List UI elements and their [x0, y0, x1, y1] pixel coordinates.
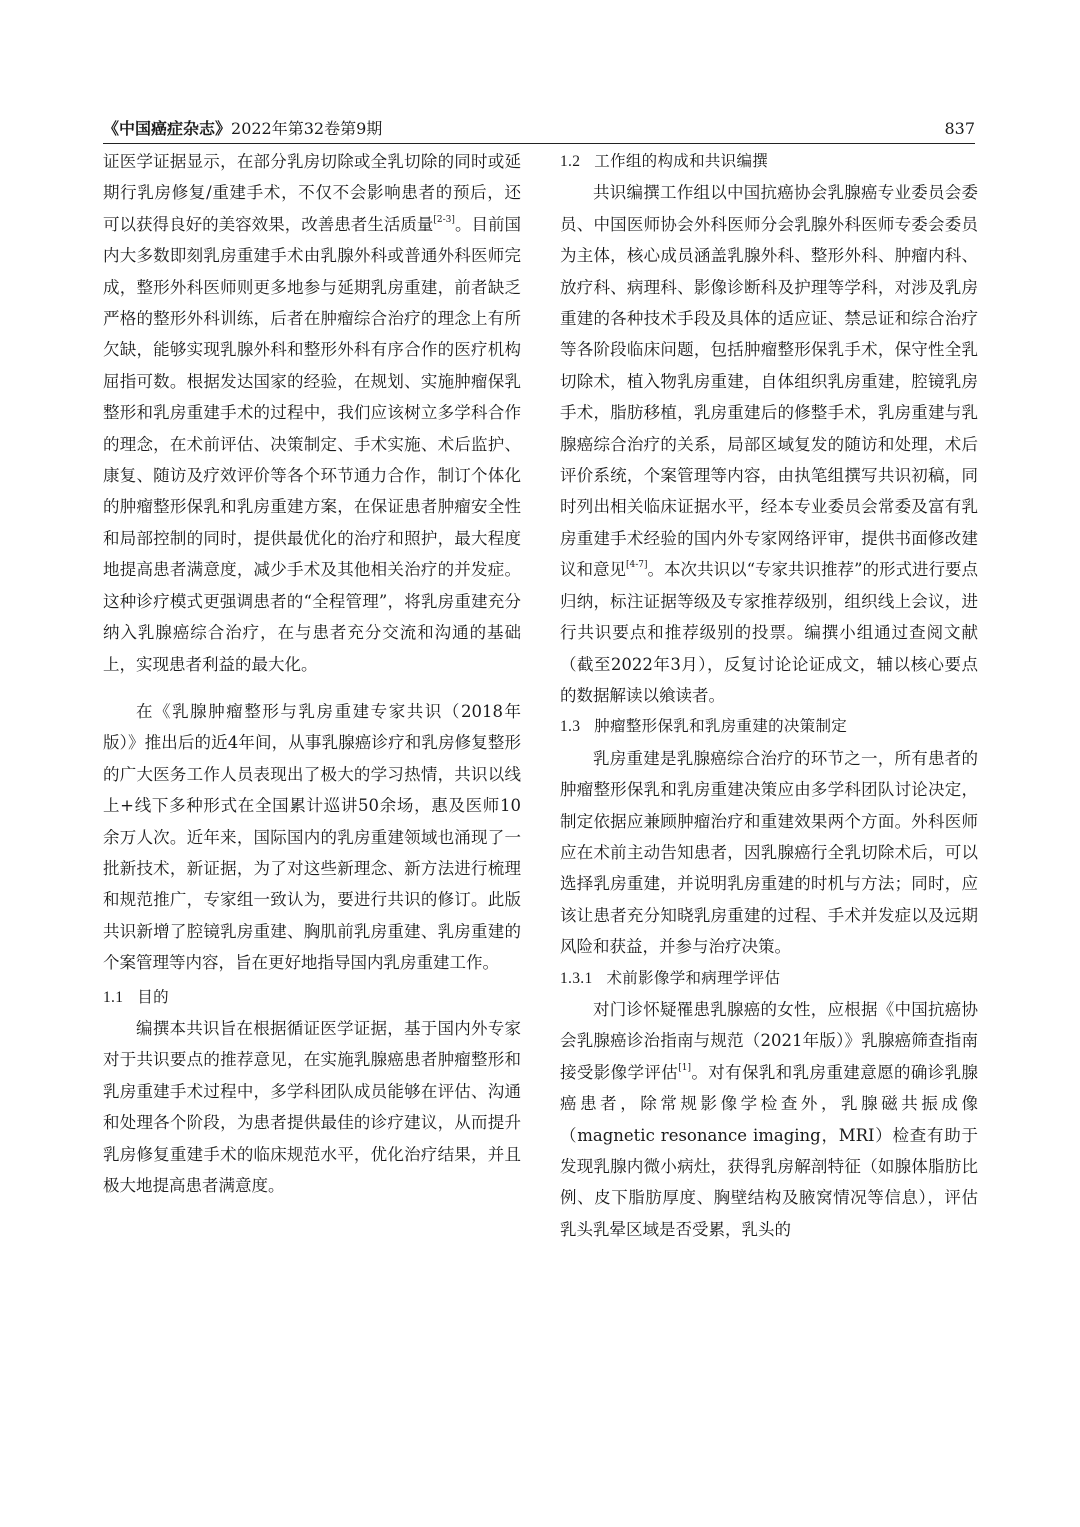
journal-issue: 2022年第32卷第9期	[231, 119, 383, 138]
citation-ref: [4-7]	[626, 560, 648, 571]
citation-ref: [1]	[678, 1062, 691, 1073]
section-title: 工作组的构成和共识编撰	[594, 152, 769, 170]
paragraph: 编撰本共识旨在根据循证医学证据，基于国内外专家对于共识要点的推荐意见，在实施乳腺癌患者肿瘤整形和乳房重建手术过程中，多学科团队成员能够在评估、沟通和处理各个阶段，为患者提供最佳的诊疗建议，从而提升乳房修复重建手术的临床规范水平，优化治疗结果，并且极大地提高患者满意度。	[103, 1018, 521, 1195]
citation-ref: [2-3]	[433, 214, 455, 225]
paragraph-text: 对门诊怀疑罹患乳腺癌的女性，应根据《中国抗癌协会乳腺癌诊治指南与规范（2021年版）》乳腺癌筛查指南接受影像学评估	[560, 999, 978, 1082]
section-heading-1-3-1	[560, 963, 978, 994]
paragraph-text: 。对有保乳和乳房重建意愿的确诊乳腺癌患者，除常规影像学检查外，乳腺磁共振成像（magnetic resonance imaging，MRI）检查有助于发现乳腺内微小病灶，获得乳房解剖特征（如腺体脂肪比例、皮下脂肪厚度、胸壁结构及腋窝情况等信息），评估乳头乳晕区域是否受累，乳头的	[560, 1062, 979, 1239]
header-rule	[103, 143, 975, 144]
paragraph-text: 。本次共识以“专家共识推荐”的形式进行要点归纳，标注证据等级及专家推荐级别，组织线上会议，进行共识要点和推荐级别的投票。编撰小组通过查阅文献（截至2022年3月），反复讨论论证成文，辅以核心要点的数据解读以飨读者。	[560, 560, 979, 705]
left-column	[103, 146, 521, 1201]
journal-name: 《中国癌症杂志》	[103, 119, 232, 138]
page-number: 837	[944, 119, 975, 138]
paragraph: 乳房重建是乳腺癌综合治疗的环节之一，所有患者的肿瘤整形保乳和乳房重建决策应由多学科团队讨论决定，制定依据应兼顾肿瘤治疗和重建效果两个方面。外科医师应在术前主动告知患者，因乳腺癌行全乳切除术后，可以选择乳房重建，并说明乳房重建的时机与方法；同时，应该让患者充分知晓乳房重建的过程、手术并发症以及远期风险和获益，并参与治疗决策。	[560, 748, 978, 957]
section-number: 1.1	[103, 988, 124, 1006]
paragraph-continuation	[103, 146, 521, 680]
paragraph	[560, 177, 978, 711]
section-title: 术前影像学和病理学评估	[606, 968, 781, 987]
journal-citation	[103, 116, 382, 142]
paragraph-text: 证医学证据显示，在部分乳房切除或全乳切除的同时或延期行乳房修复/重建手术，不仅不会影响患者的预后，还可以获得良好的美容效果，改善患者生活质量	[103, 152, 521, 234]
section-heading-1-1	[103, 982, 521, 1013]
paragraph	[560, 994, 978, 1245]
section-number: 1.3.1	[560, 969, 593, 987]
paragraph-text: 共识编撰工作组以中国抗癌协会乳腺癌专业委员会委员、中国医师协会外科医师分会乳腺外科医师专委会委员为主体，核心成员涵盖乳腺外科、整形外科、肿瘤内科、放疗科、病理科、影像诊断科及护理等学科，对涉及乳房重建的各种技术手段及具体的适应证、禁忌证和综合治疗等各阶段临床问题，包括肿瘤整形保乳手术，保守性全乳切除术，植入物乳房重建，自体组织乳房重建，腔镜乳房手术，脂肪移植，乳房重建后的修整手术，乳房重建与乳腺癌综合治疗的关系，局部区域复发的随访和处理，术后评价系统，个案管理等内容，由执笔组撰写共识初稿，同时列出相关临床证据水平，经本专业委员会常委及富有乳房重建手术经验的国内外专家网络评审，提供书面修改建议和意见	[560, 183, 978, 580]
section-heading-1-2	[560, 146, 978, 177]
section-number: 1.3	[560, 718, 581, 736]
section-number: 1.2	[560, 153, 581, 170]
section-title: 目的	[137, 987, 169, 1006]
paragraph-text: 。目前国内大多数即刻乳房重建手术由乳腺外科或普通外科医师完成，整形外科医师则更多地参与延期乳房重建，前者缺乏严格的整形外科训练，后者在肿瘤综合治疗的理念上有所欠缺，能够实现乳腺外科和整形外科有序合作的医疗机构屈指可数。根据发达国家的经验，在规划、实施肿瘤保乳整形和乳房重建手术的过程中，我们应该树立多学科合作的理念，在术前评估、决策制定、手术实施、术后监护、康复、随访及疗效评价等各个环节通力合作，制订个体化的肿瘤整形保乳和乳房重建方案，在保证患者肿瘤安全性和局部控制的同时，提供最优化的治疗和照护，最大程度地提高患者满意度，减少手术及其他相关治疗的并发症。这种诊疗模式更强调患者的“全程管理”，将乳房重建充分纳入乳腺癌综合治疗，在与患者充分交流和沟通的基础上，实现患者利益的最大化。	[103, 214, 522, 674]
section-heading-1-3	[560, 711, 978, 742]
right-column	[560, 146, 978, 1245]
paragraph: 在《乳腺肿瘤整形与乳房重建专家共识（2018年版）》推出后的近4年间，从事乳腺癌诊疗和乳房修复整形的广大医务工作人员表现出了极大的学习热情，共识以线上+线下多种形式在全国累计巡讲50余场，惠及医师10余万人次。近年来，国际国内的乳房重建领域也涌现了一批新技术，新证据，为了对这些新理念、新方法进行梳理和规范推广，专家组一致认为，要进行共识的修订。此版共识新增了腔镜乳房重建、胸肌前乳房重建、乳房重建的个案管理等内容，旨在更好地指导国内乳房重建工作。	[103, 701, 521, 973]
section-title: 肿瘤整形保乳和乳房重建的决策制定	[594, 717, 848, 736]
running-header	[103, 116, 975, 142]
